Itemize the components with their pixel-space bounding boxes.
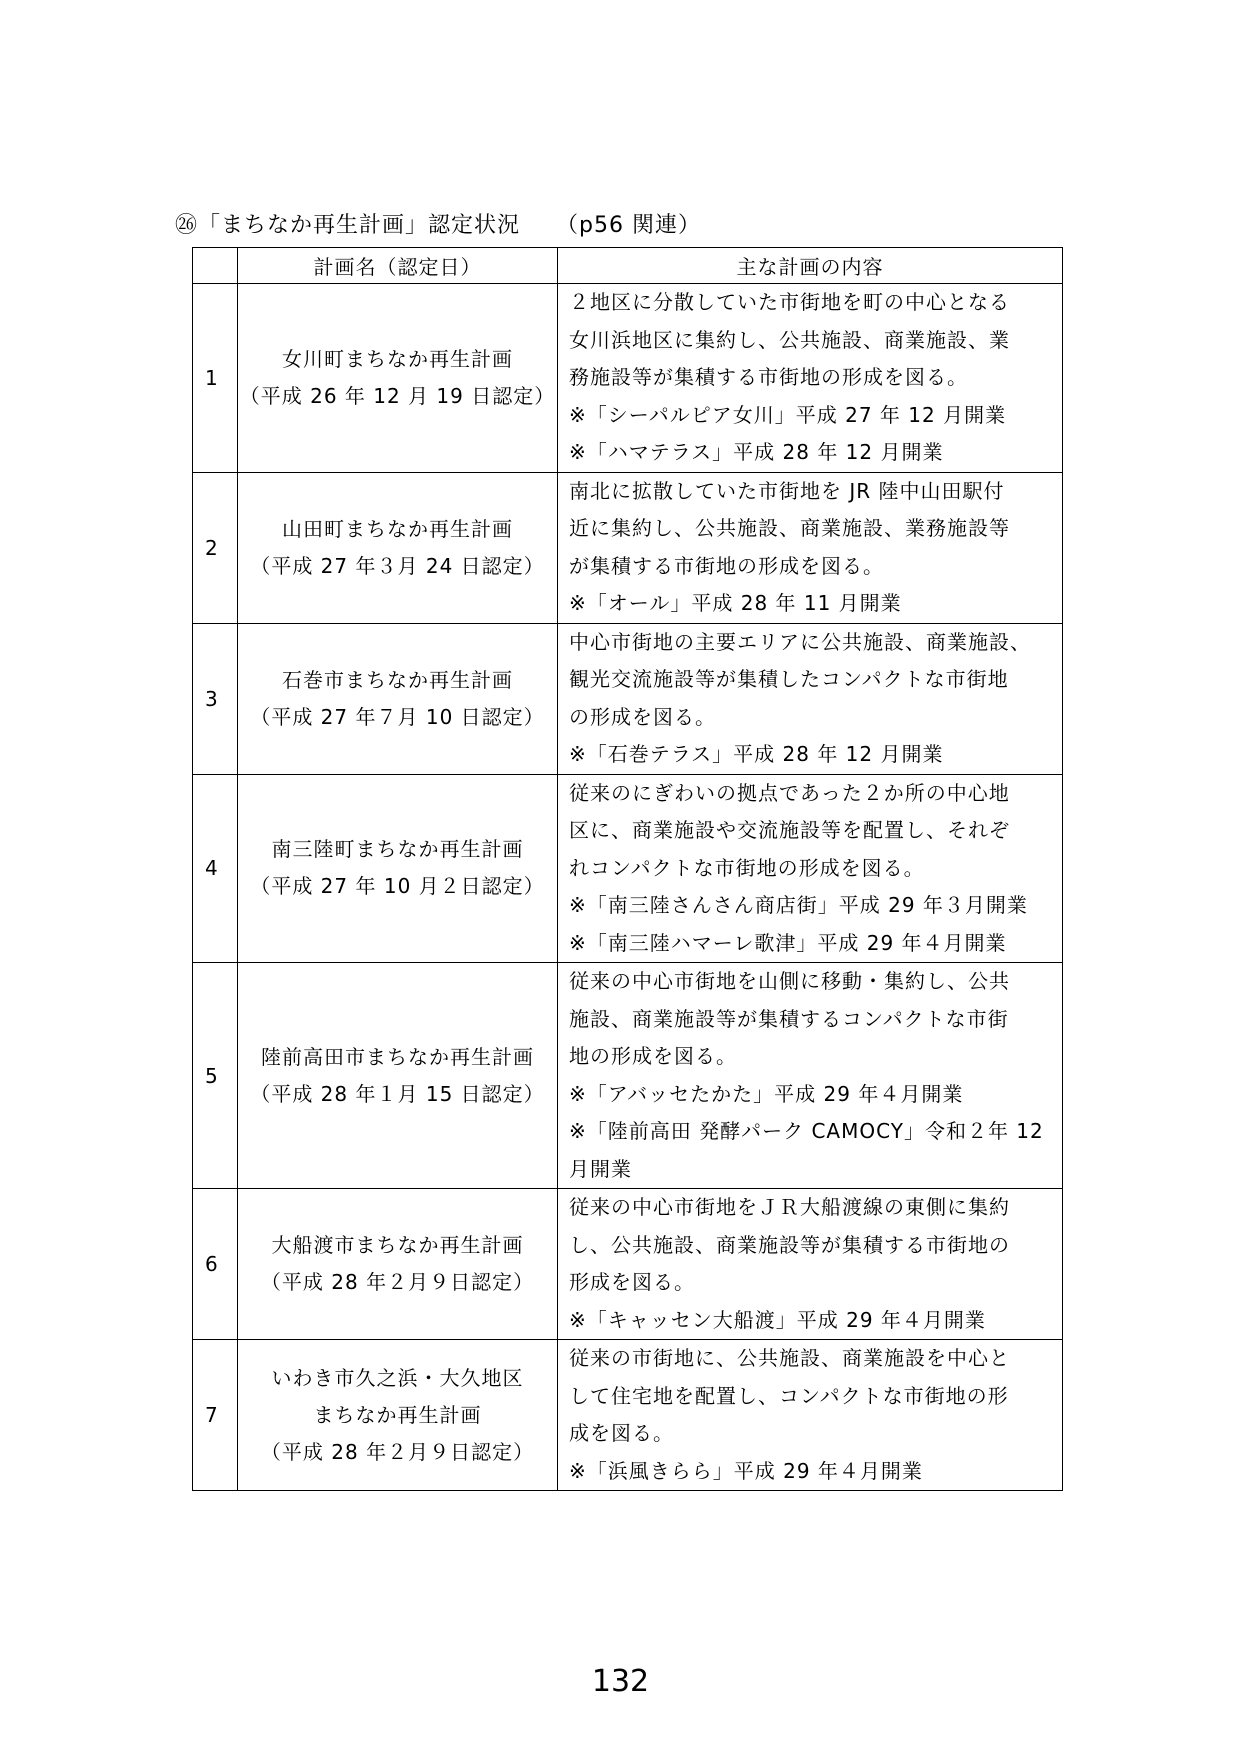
plan-content-line: ※「ハマテラス」平成 28 年 12 月開業 xyxy=(569,440,944,464)
title-reference: （p56 関連） xyxy=(556,213,701,238)
table-row xyxy=(193,472,1063,623)
plan-content-line: の形成を図る。 xyxy=(569,704,716,729)
plan-content-cell xyxy=(558,1189,1063,1340)
plan-content-line: 従来の市街地に、公共施設、商業施設を中心と xyxy=(569,1346,1010,1370)
approval-date: （平成 26 年 12 月 19 日認定） xyxy=(239,383,556,408)
plan-content-cell xyxy=(558,623,1063,774)
plan-content-cell xyxy=(558,774,1063,963)
row-number: 1 xyxy=(193,284,238,473)
plan-content-line: ※「オール」平成 28 年 11 月開業 xyxy=(569,591,902,615)
title-main: ㉖「まちなか再生計画」認定状況 xyxy=(175,213,521,238)
approval-date: （平成 28 年１月 15 日認定） xyxy=(250,1081,545,1106)
plan-content-cell xyxy=(558,1340,1063,1491)
plan-content-line: 区に、商業施設や交流施設等を配置し、それぞ xyxy=(569,818,1010,842)
plan-table xyxy=(192,247,1063,1491)
table-header-row xyxy=(193,248,1063,284)
plan-content-line: 施設、商業施設等が集積するコンパクトな市街 xyxy=(569,1006,1009,1031)
table-row xyxy=(193,1189,1063,1340)
approval-date: （平成 27 年７月 10 日認定） xyxy=(250,704,545,729)
plan-name: まちなか再生計画 xyxy=(313,1402,482,1427)
header-number xyxy=(193,248,238,284)
header-plan-name: 計画名（認定日） xyxy=(238,248,558,284)
table-row xyxy=(193,284,1063,473)
plan-name: 女川町まちなか再生計画 xyxy=(282,346,513,371)
plan-content-line: ※「石巻テラス」平成 28 年 12 月開業 xyxy=(569,742,944,766)
plan-name-cell xyxy=(238,623,558,774)
plan-content-line: 務施設等が集積する市街地の形成を図る。 xyxy=(569,365,968,389)
plan-name: 大船渡市まちなか再生計画 xyxy=(271,1233,524,1257)
plan-content-line: が集積する市街地の形成を図る。 xyxy=(569,553,884,578)
plan-name-cell xyxy=(238,963,558,1189)
row-number: 7 xyxy=(193,1340,238,1491)
approval-date: （平成 28 年２月９日認定） xyxy=(260,1270,535,1294)
page-number: 132 xyxy=(591,1664,650,1699)
plan-content-line: れコンパクトな市街地の形成を図る。 xyxy=(569,855,925,880)
table-body xyxy=(193,284,1063,1491)
table-row xyxy=(193,623,1063,774)
approval-date: （平成 27 年３月 24 日認定） xyxy=(250,553,545,578)
plan-content-line: 形成を図る。 xyxy=(569,1270,695,1294)
table-row xyxy=(193,774,1063,963)
plan-content-line: 近に集約し、公共施設、商業施設、業務施設等 xyxy=(569,516,1010,540)
plan-name: 南三陸町まちなか再生計画 xyxy=(271,837,524,862)
plan-content-line: ※「南三陸ハマーレ歌津」平成 29 年４月開業 xyxy=(569,930,1007,955)
plan-name-cell xyxy=(238,284,558,473)
table-row xyxy=(193,963,1063,1189)
plan-content-line: し、公共施設、商業施設等が集積する市街地の xyxy=(569,1232,1010,1257)
plan-name-cell xyxy=(238,472,558,623)
plan-name: いわき市久之浜・大久地区 xyxy=(271,1365,524,1390)
plan-content-line: 観光交流施設等が集積したコンパクトな市街地 xyxy=(569,667,1009,691)
plan-content-line: ２地区に分散していた市街地を町の中心となる xyxy=(569,290,1010,314)
plan-content-line: ※「キャッセン大船渡」平成 29 年４月開業 xyxy=(569,1307,986,1332)
plan-name-cell xyxy=(238,774,558,963)
plan-content-line: 従来の中心市街地を山側に移動・集約し、公共 xyxy=(569,969,1010,993)
plan-content-line: ※「浜風きらら」平成 29 年４月開業 xyxy=(569,1458,923,1483)
approval-date: （平成 28 年２月９日認定） xyxy=(260,1439,535,1464)
plan-content-line: ※「南三陸さんさん商店街」平成 29 年３月開業 xyxy=(569,893,1028,917)
plan-name: 陸前高田市まちなか再生計画 xyxy=(261,1044,534,1069)
plan-content-cell xyxy=(558,963,1063,1189)
plan-content-cell xyxy=(558,472,1063,623)
row-number: 5 xyxy=(193,963,238,1189)
approval-date: （平成 27 年 10 月２日認定） xyxy=(250,874,545,899)
plan-content-line: 中心市街地の主要エリアに公共施設、商業施設、 xyxy=(569,629,1031,654)
plan-name-cell xyxy=(238,1189,558,1340)
plan-content-line: して住宅地を配置し、コンパクトな市街地の形 xyxy=(569,1383,1009,1408)
row-number: 3 xyxy=(193,623,238,774)
plan-content-line: 従来の中心市街地をＪＲ大船渡線の東側に集約 xyxy=(569,1195,1010,1219)
row-number: 2 xyxy=(193,472,238,623)
plan-content-line: 従来のにぎわいの拠点であった２か所の中心地 xyxy=(569,780,1010,805)
plan-content-line: 成を図る。 xyxy=(569,1421,674,1445)
table-row xyxy=(193,1340,1063,1491)
row-number: 6 xyxy=(193,1189,238,1340)
plan-content-line: 女川浜地区に集約し、公共施設、商業施設、業 xyxy=(569,327,1010,352)
plan-content-line: 南北に拡散していた市街地を JR 陸中山田駅付 xyxy=(569,478,1005,503)
plan-content-line: ※「陸前高田 発酵パーク CAMOCY」令和２年 12 xyxy=(569,1119,1044,1143)
plan-content-line: 地の形成を図る。 xyxy=(569,1044,737,1068)
plan-name: 石巻市まちなか再生計画 xyxy=(282,667,513,692)
plan-content-line: 月開業 xyxy=(569,1156,632,1181)
plan-content-line: ※「シーパルピア女川」平成 27 年 12 月開業 xyxy=(569,402,1007,427)
plan-name-cell xyxy=(238,1340,558,1491)
plan-content-cell xyxy=(558,284,1063,473)
plan-name: 山田町まちなか再生計画 xyxy=(282,516,513,541)
header-plan-content: 主な計画の内容 xyxy=(558,248,1063,284)
plan-content-line: ※「アバッセたかた」平成 29 年４月開業 xyxy=(569,1081,964,1106)
page-title xyxy=(175,208,701,239)
row-number: 4 xyxy=(193,774,238,963)
